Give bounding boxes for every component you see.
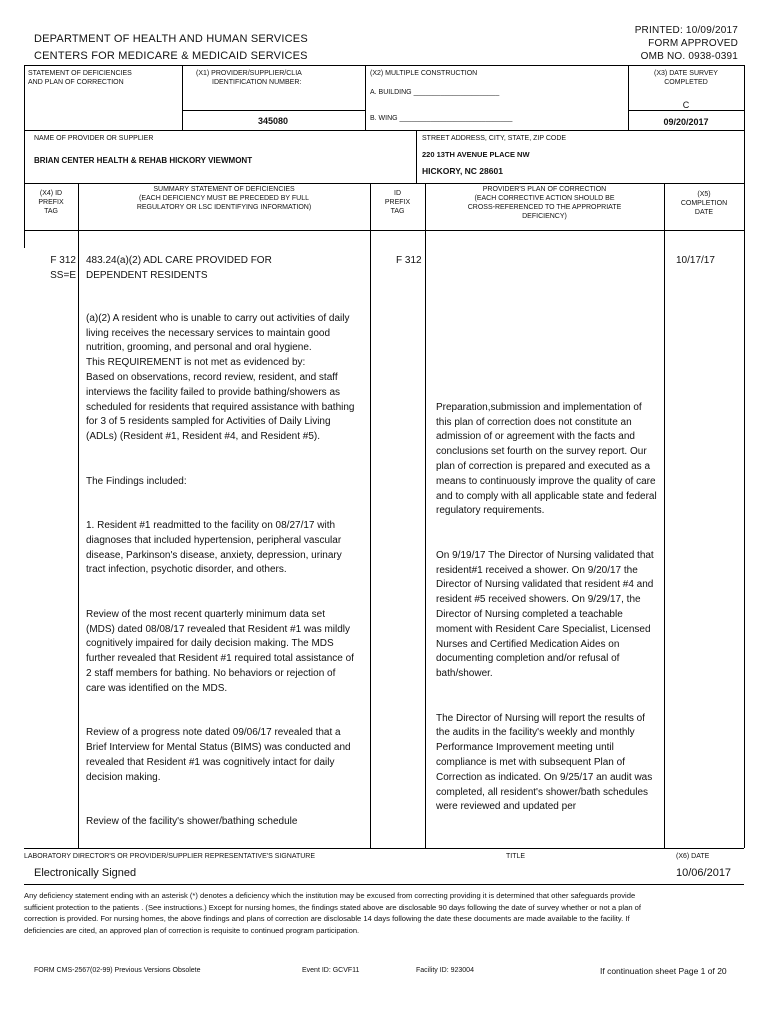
id-header-3: TAG (390, 208, 405, 215)
plan-header-3: CROSS-REFERENCED TO THE APPROPRIATE (467, 204, 622, 211)
summary-text (86, 297, 356, 859)
summary-header-2: (EACH DEFICIENCY MUST BE PRECEDED BY FULL (139, 195, 309, 202)
form-number: FORM CMS-2567(02-99) Previous Versions Obsolete (34, 967, 201, 974)
id-header (370, 189, 425, 216)
plan-tag: F 312 (396, 255, 422, 266)
summary-paragraph: Review of the facility's shower/bathing schedule (86, 815, 298, 827)
x1-label-line1: (X1) PROVIDER/SUPPLIER/CLIA (196, 70, 302, 77)
signature-label: LABORATORY DIRECTOR'S OR PROVIDER/SUPPLIER REPRESENTATIVE'S SIGNATURE (24, 853, 316, 860)
scope-severity: SS=E (50, 269, 76, 281)
summary-paragraph: 1. Resident #1 readmitted to the facility on 08/27/17 with diagnoses that included hypertension, peripheral vascular disease, Parkinson's disease, anxiety, depression, urinary tract infection, psychotic disorder, and others. (86, 519, 342, 576)
address-line1: 220 13TH AVENUE PLACE NW (422, 150, 530, 159)
provider-name: BRIAN CENTER HEALTH & REHAB HICKORY VIEWMONT (34, 156, 253, 165)
omb-number: OMB NO. 0938-0391 (640, 51, 738, 62)
statement-label-line2: AND PLAN OF CORRECTION (28, 79, 124, 86)
x3-label (628, 69, 744, 87)
x5-header-1: (X5) (697, 191, 711, 198)
x5-header-2: COMPLETION (680, 200, 728, 207)
summary-header-3: REGULATORY OR LSC IDENTIFYING INFORMATION) (136, 204, 312, 211)
address-label: STREET ADDRESS, CITY, STATE, ZIP CODE (422, 135, 567, 142)
x3-label-line2: COMPLETED (664, 79, 708, 86)
signature-value: Electronically Signed (34, 867, 137, 879)
event-id: Event ID: GCVF11 (302, 967, 360, 974)
summary-header (78, 185, 370, 212)
statement-label (28, 69, 132, 87)
plan-text (436, 386, 658, 845)
building-label: A. BUILDING ______________________ (370, 89, 500, 96)
x3-code: C (682, 100, 690, 110)
summary-paragraph: Review of the most recent quarterly minimum data set (MDS) dated 08/08/17 revealed that Resident #1 was mildly cognitively impaired for daily decision making. The MDS further revealed that Resident #1 required total assistance of 2 staff members for bathing. No behaviors or rejection of care was identified on the MDS. (86, 608, 354, 694)
x4-header-3: TAG (44, 208, 58, 215)
x5-header-3: DATE (694, 209, 714, 216)
x1-label-line2: IDENTIFICATION NUMBER: (212, 79, 302, 86)
header-right (635, 24, 738, 63)
id-header-2: PREFIX (384, 199, 411, 206)
plan-paragraph: The Director of Nursing will report the results of the audits in the facility's weekly and monthly Performance Improvement meeting until compliance is met with subsequent Plan of Correction as indicated. On 9/25/17 an audit was completed, all resident's shower/bath schedules were reviewed and updated per (436, 712, 653, 813)
statement-label-line1: STATEMENT OF DEFICIENCIES (28, 70, 132, 77)
plan-header-4: DEFICIENCY) (522, 213, 567, 220)
wing-label: B. WING _____________________________ (370, 115, 513, 122)
plan-header (425, 185, 664, 221)
x6-date-label: (X6) DATE (676, 853, 710, 860)
summary-paragraph: The Findings included: (86, 475, 187, 487)
summary-header-1: SUMMARY STATEMENT OF DEFICIENCIES (153, 186, 295, 193)
deficiency-tag (24, 254, 76, 284)
tag-value: F 312 (50, 255, 76, 266)
facility-id: Facility ID: 923004 (416, 967, 474, 974)
address-line2: HICKORY, NC 28601 (422, 166, 503, 176)
department-name: DEPARTMENT OF HEALTH AND HUMAN SERVICES (34, 33, 308, 45)
x4-header-2: PREFIX (38, 199, 64, 206)
agency-name: CENTERS FOR MEDICARE & MEDICAID SERVICES (34, 50, 308, 62)
x5-header (664, 190, 744, 217)
printed-date: PRINTED: 10/09/2017 (634, 25, 738, 36)
provider-id: 345080 (258, 116, 289, 126)
summary-paragraph: (a)(2) A resident who is unable to carry out activities of daily living receives the necessary services to maintain good nutrition, grooming, and personal and oral hygiene. This REQUIREMENT is not met as evidenced by: Based on observations, record review, resident, and staff interviews the facility failed to provide bathing/showers as scheduled for residents that required assistance with bathing for 3 of 5 residents sampled for Activities of Daily Living (ADLs) (Resident #1, Resident #4, and Resident #5). (86, 312, 355, 443)
x3-label-line1: (X3) DATE SURVEY (654, 70, 718, 77)
x4-header-1: (X4) ID (39, 190, 63, 197)
provider-label: NAME OF PROVIDER OR SUPPLIER (34, 135, 154, 142)
x2-label: (X2) MULTIPLE CONSTRUCTION (370, 70, 478, 77)
deficiency-title-line1: 483.24(a)(2) ADL CARE PROVIDED FOR (86, 255, 272, 266)
completion-date: 10/17/17 (676, 255, 715, 266)
plan-paragraph: Preparation,submission and implementation of this plan of correction does not constitute an admission of or agreement with the facts and conclusions set fourth on the survey report. Our plan of correction is prepared and executed as a means to continuously improve the quality of care and to comply with all applicable state and federal regulatory requirements. (436, 401, 657, 517)
id-header-1: ID (394, 190, 401, 197)
signature-date: 10/06/2017 (676, 867, 732, 879)
plan-paragraph: On 9/19/17 The Director of Nursing validated that resident#1 received a shower. On 9/20/17 the Director of Nursing validated that resident #4 and resident #5 received showers. On 9/29/17, the Director of Nursing completed a teachable moment with Resident Care Specialist, Licensed Nurses and Certified Medication Aides on documenting completion and/or refusal of bath/shower. (436, 549, 654, 680)
page-indicator: If continuation sheet Page 1 of 20 (600, 966, 727, 976)
x4-header (24, 189, 78, 216)
plan-header-2: (EACH CORRECTIVE ACTION SHOULD BE (474, 195, 615, 202)
deficiency-title-line2: DEPENDENT RESIDENTS (86, 269, 208, 281)
title-label: TITLE (506, 853, 526, 860)
deficiency-title (86, 254, 366, 284)
survey-date: 09/20/2017 (663, 117, 709, 127)
x1-label (196, 69, 346, 87)
summary-paragraph: Review of a progress note dated 09/06/17 revealed that a Brief Interview for Mental Status (BIMS) was conducted and revealed that Resident #1 was cognitively intact for daily decision making. (86, 727, 351, 783)
plan-header-1: PROVIDER'S PLAN OF CORRECTION (482, 186, 607, 193)
form-approved: FORM APPROVED (648, 38, 738, 49)
disclaimer: Any deficiency statement ending with an asterisk (*) denotes a deficiency which the institution may be excused from correcting providing it is determined that other safeguards provide sufficient protection to the patients . (See instructions.) Except for nursing homes, the findings stated above are disclosable 90 days following the date of survey whether or not a plan of correction is provided. For nursing homes, the above findings and plans of correction are disclosable 14 days following the date these documents are made available to the facility. If deficiencies are cited, an approved plan of correction is requisite to continued program participation. (24, 891, 641, 935)
